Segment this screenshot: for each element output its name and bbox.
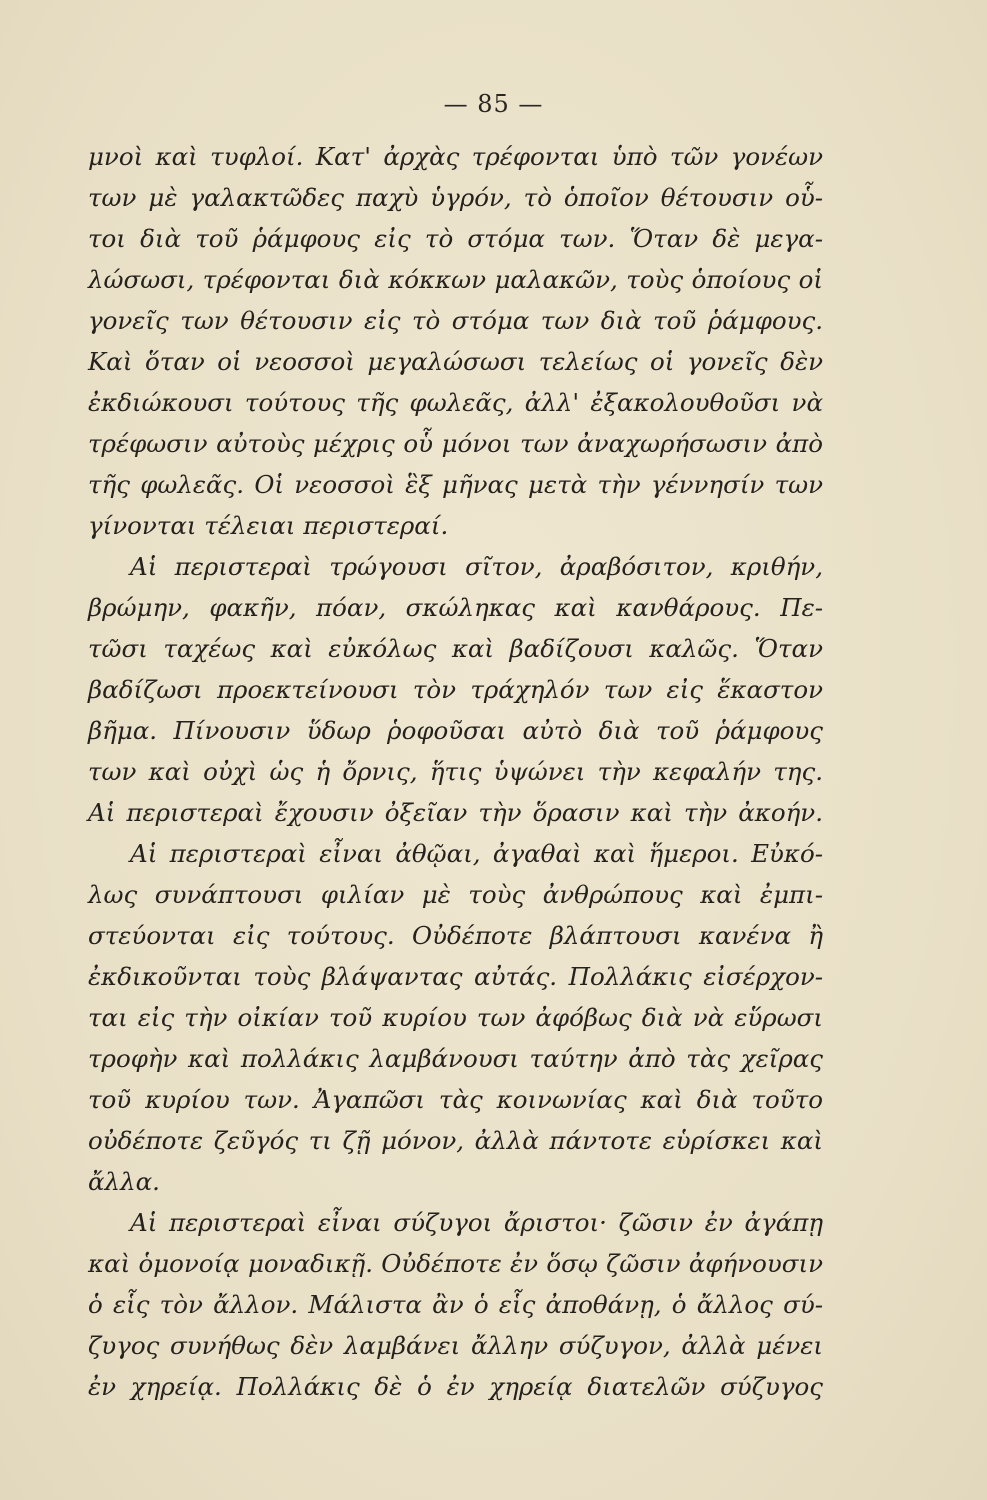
text-line: τῶσι ταχέως καὶ εὐκόλως καὶ βαδίζουσι καλῶς. Ὅταν — [88, 634, 823, 663]
text-line: ἐν χηρείᾳ. Πολλάκις δὲ ὁ ἐν χηρείᾳ διατελῶν σύζυγος — [88, 1372, 823, 1401]
page-number: — 85 — — [443, 90, 544, 118]
text-line: ζυγος συνήθως δὲν λαμβάνει ἄλλην σύζυγον, ἀλλὰ μένει — [88, 1331, 823, 1360]
text-line: βαδίζωσι προεκτείνουσι τὸν τράχηλόν των εἰς ἕκαστον — [88, 675, 823, 704]
text-line: βῆμα. Πίνουσιν ὕδωρ ῥοφοῦσαι αὐτὸ διὰ τοῦ ῥάμφους — [88, 716, 823, 745]
paragraph-first-line: Αἱ περιστεραὶ τρώγουσι σῖτον, ἀραβόσιτον, κριθήν, — [130, 552, 823, 581]
paragraph-first-line: Αἱ περιστεραὶ εἶναι σύζυγοι ἄριστοι· ζῶσιν ἐν ἀγάπῃ — [130, 1208, 823, 1237]
text-line: καὶ ὁμονοίᾳ μοναδικῇ. Οὐδέποτε ἐν ὅσῳ ζῶσιν ἀφήνουσιν — [88, 1249, 823, 1278]
text-line: τοῦ κυρίου των. Ἀγαπῶσι τὰς κοινωνίας καὶ διὰ τοῦτο — [88, 1085, 823, 1114]
text-line: τρέφωσιν αὐτοὺς μέχρις οὗ μόνοι των ἀναχωρήσωσιν ἀπὸ — [88, 429, 823, 458]
text-line: βρώμην, φακῆν, πόαν, σκώληκας καὶ κανθάρους. Πε- — [88, 593, 823, 622]
text-line: οὐδέποτε ζεῦγός τι ζῇ μόνον, ἀλλὰ πάντοτε εὑρίσκει καὶ — [88, 1126, 823, 1155]
text-line: ἐκδιώκουσι τούτους τῆς φωλεᾶς, ἀλλ' ἐξακολουθοῦσι νὰ — [88, 388, 823, 417]
text-line: τοι διὰ τοῦ ῥάμφους εἰς τὸ στόμα των. Ὅταν δὲ μεγα- — [88, 224, 823, 253]
text-line: στεύονται εἰς τούτους. Οὐδέποτε βλάπτουσι κανένα ἢ — [88, 921, 823, 950]
text-line: λως συνάπτουσι φιλίαν μὲ τοὺς ἀνθρώπους καὶ ἐμπι- — [88, 880, 823, 909]
text-line: ἐκδικοῦνται τοὺς βλάψαντας αὐτάς. Πολλάκις εἰσέρχον- — [88, 962, 823, 991]
text-line: Αἱ περιστεραὶ ἔχουσιν ὀξεῖαν τὴν ὅρασιν καὶ τὴν ἀκοήν. — [88, 798, 823, 827]
text-line: των καὶ οὐχὶ ὡς ἡ ὄρνις, ἥτις ὑψώνει τὴν κεφαλήν της. — [88, 757, 823, 786]
paragraph-first-line: Αἱ περιστεραὶ εἶναι ἀθῷαι, ἀγαθαὶ καὶ ἥμεροι. Εὐκό- — [130, 839, 823, 868]
text-line: λώσωσι, τρέφονται διὰ κόκκων μαλακῶν, τοὺς ὁποίους οἱ — [88, 265, 823, 294]
text-line: ται εἰς τὴν οἰκίαν τοῦ κυρίου των ἀφόβως διὰ νὰ εὕρωσι — [88, 1003, 823, 1032]
text-line: γονεῖς των θέτουσιν εἰς τὸ στόμα των διὰ τοῦ ῥάμφους. — [88, 306, 823, 335]
text-line: τῆς φωλεᾶς. Οἱ νεοσσοὶ ἓξ μῆνας μετὰ τὴν γέννησίν των — [88, 470, 823, 499]
text-line: Καὶ ὅταν οἱ νεοσσοὶ μεγαλώσωσι τελείως οἱ γονεῖς δὲν — [88, 347, 823, 376]
text-line: των μὲ γαλακτῶδες παχὺ ὑγρόν, τὸ ὁποῖον θέτουσιν οὗ- — [88, 183, 823, 212]
text-line: ἄλλα. — [88, 1167, 160, 1196]
text-line: ὁ εἷς τὸν ἄλλον. Μάλιστα ἂν ὁ εἷς ἀποθάνῃ, ὁ ἄλλος σύ- — [88, 1290, 823, 1319]
text-line: τροφὴν καὶ πολλάκις λαμβάνουσι ταύτην ἀπὸ τὰς χεῖρας — [88, 1044, 823, 1073]
text-line: μνοὶ καὶ τυφλοί. Κατ' ἀρχὰς τρέφονται ὑπὸ τῶν γονέων — [88, 142, 823, 171]
text-line: γίνονται τέλειαι περιστεραί. — [88, 511, 449, 540]
